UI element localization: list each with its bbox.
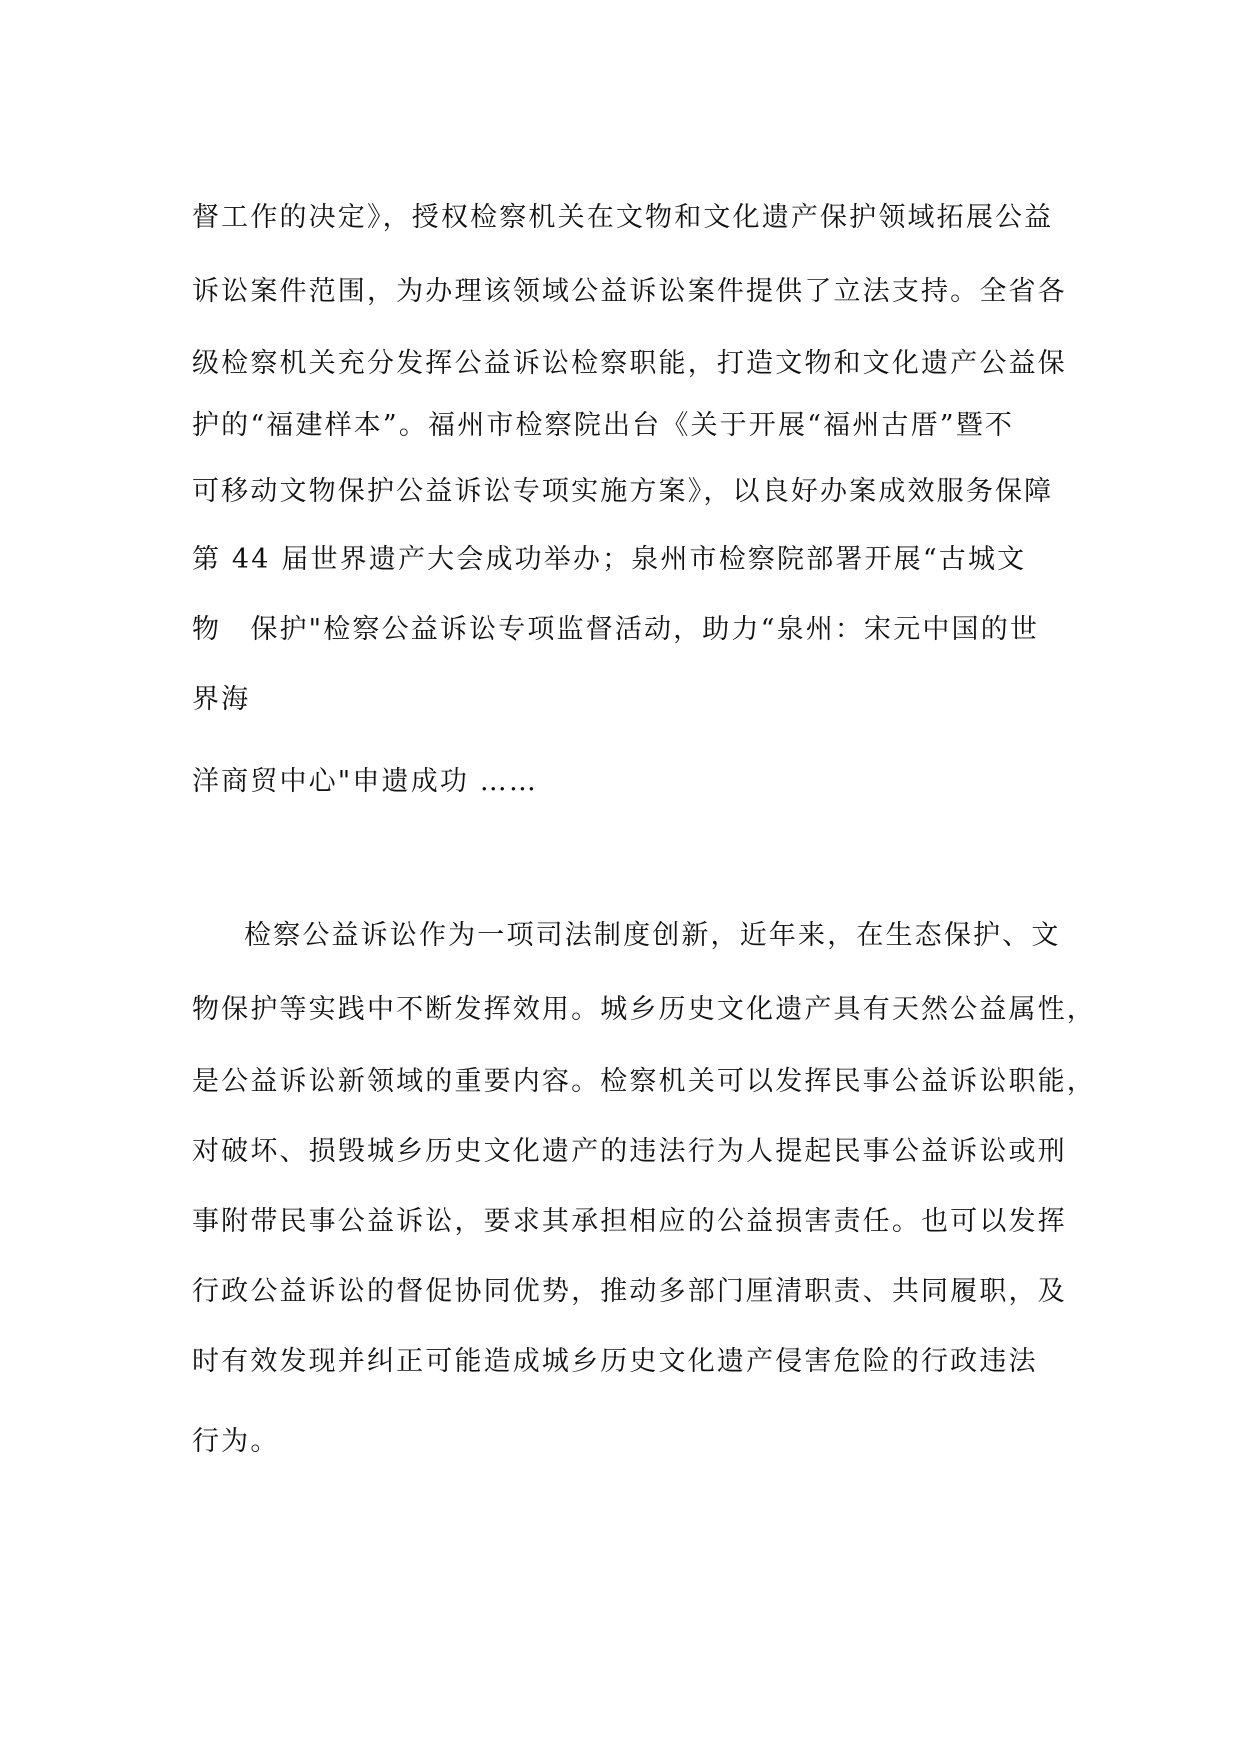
paragraph-1-line-5: 可移动文物保护公益诉讼专项实施方案》，以良好办案成效服务保障 (192, 476, 1054, 507)
paragraph-1-line-7: 物 保护"检察公益诉讼专项监督活动，助力“泉州：宋元中国的世 (192, 614, 1040, 645)
paragraph-1-line-4: 护的“福建样本”。福州市检察院出台《关于开展“福州古厝”暨不 (192, 410, 1015, 441)
paragraph-2-line-4: 对破坏、损毁城乡历史文化遗产的违法行为人提起民事公益诉讼或刑 (192, 1136, 1067, 1167)
paragraph-2-line-2: 物保护等实践中不断发挥效用。城乡历史文化遗产具有天然公益属性， (192, 994, 1096, 1025)
paragraph-2-line-8: 行为。 (192, 1426, 280, 1457)
paragraph-1-line-6: 第 44 届世界遗产大会成功举办；泉州市检察院部署开展“古城文 (192, 544, 1027, 575)
paragraph-2-line-7: 时有效发现并纠正可能造成城乡历史文化遗产侵害危险的行政违法 (192, 1346, 1038, 1377)
paragraph-1-line-2: 诉讼案件范围，为办理该领域公益诉讼案件提供了立法支持。全省各 (192, 276, 1067, 307)
paragraph-2-line-5: 事附带民事公益诉讼，要求其承担相应的公益损害责任。也可以发挥 (192, 1206, 1067, 1237)
paragraph-1-line-9: 洋商贸中心"申遗成功 …… (192, 766, 539, 797)
paragraph-2-line-3: 是公益诉讼新领域的重要内容。检察机关可以发挥民事公益诉讼职能， (192, 1066, 1096, 1097)
paragraph-2-line-1: 检察公益诉讼作为一项司法制度创新，近年来，在生态保护、文 (244, 920, 1061, 951)
paragraph-1-line-8: 界海 (192, 684, 251, 715)
paragraph-1-line-1: 督工作的决定》，授权检察机关在文物和文化遗产保护领域拓展公益 (192, 202, 1054, 233)
paragraph-2-line-6: 行政公益诉讼的督促协同优势，推动多部门厘清职责、共同履职，及 (192, 1276, 1067, 1307)
paragraph-1-line-3: 级检察机关充分发挥公益诉讼检察职能，打造文物和文化遗产公益保 (192, 348, 1067, 379)
